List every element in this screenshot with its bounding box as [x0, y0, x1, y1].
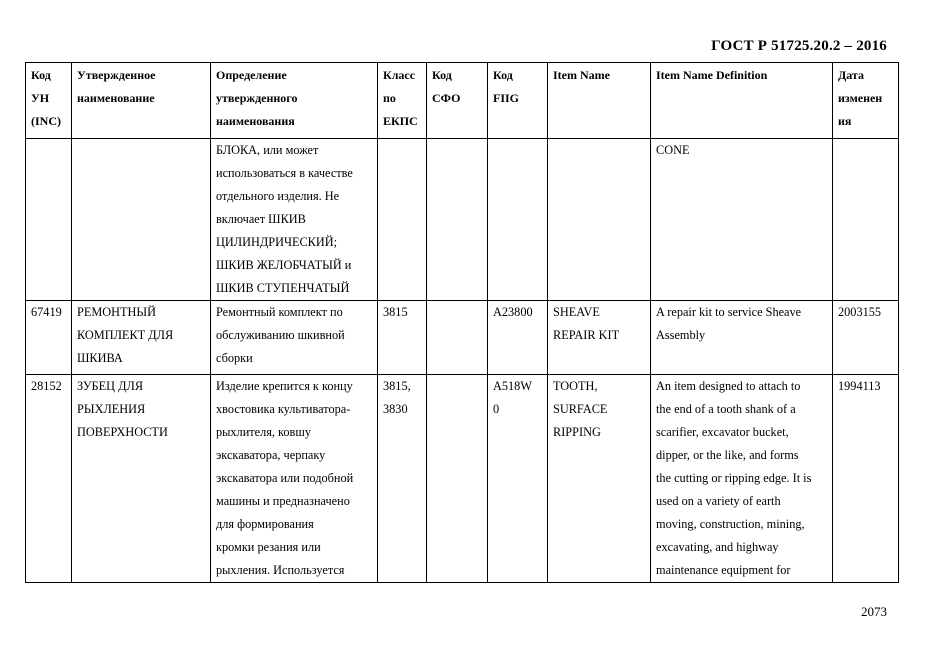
- col-header-fiig: Код FIIG: [488, 63, 548, 139]
- cell-approved-name: РЕМОНТНЫЙ КОМПЛЕКТ ДЛЯ ШКИВА: [72, 301, 211, 375]
- cell-class: 3815, 3830: [378, 375, 427, 583]
- cell-item-definition: A repair kit to service Sheave Assembly: [651, 301, 833, 375]
- col-header-inc: Код УН (INC): [26, 63, 72, 139]
- document-header: ГОСТ Р 51725.20.2 – 2016: [711, 38, 887, 54]
- col-header-sfo: Код СФО: [427, 63, 488, 139]
- catalog-table: [25, 62, 899, 583]
- cell-date: 2003155: [833, 301, 899, 375]
- table-row: [26, 139, 899, 301]
- cell-inc: [26, 139, 72, 301]
- table-header-row: [26, 63, 899, 139]
- col-header-definition: Определение утвержденного наименования: [211, 63, 378, 139]
- cell-definition: Изделие крепится к концу хвостовика культиватора- рыхлителя, ковшу экскаватора, черпаку экскаватора или подобной машины и предназначено для формирования кромки резания или рыхления. Используется: [211, 375, 378, 583]
- cell-date: 1994113: [833, 375, 899, 583]
- col-header-class: Класс по ЕКПС: [378, 63, 427, 139]
- cell-item-name: [548, 139, 651, 301]
- cell-item-definition: CONE: [651, 139, 833, 301]
- cell-definition: Ремонтный комплект по обслуживанию шкивной сборки: [211, 301, 378, 375]
- cell-fiig: A518W 0: [488, 375, 548, 583]
- cell-sfo: [427, 301, 488, 375]
- cell-inc: 67419: [26, 301, 72, 375]
- col-header-item-name: Item Name: [548, 63, 651, 139]
- cell-sfo: [427, 375, 488, 583]
- cell-approved-name: [72, 139, 211, 301]
- cell-definition: БЛОКА, или может использоваться в качестве отдельного изделия. Не включает ШКИВ ЦИЛИНДРИЧЕСКИЙ; ШКИВ ЖЕЛОБЧАТЫЙ и ШКИВ СТУПЕНЧАТЫЙ: [211, 139, 378, 301]
- cell-fiig: [488, 139, 548, 301]
- cell-date: [833, 139, 899, 301]
- col-header-item-definition: Item Name Definition: [651, 63, 833, 139]
- cell-item-name: TOOTH, SURFACE RIPPING: [548, 375, 651, 583]
- col-header-date: Дата изменен ия: [833, 63, 899, 139]
- cell-sfo: [427, 139, 488, 301]
- cell-approved-name: ЗУБЕЦ ДЛЯ РЫХЛЕНИЯ ПОВЕРХНОСТИ: [72, 375, 211, 583]
- cell-fiig: A23800: [488, 301, 548, 375]
- cell-item-definition: An item designed to attach to the end of a tooth shank of a scarifier, excavator bucket, dipper, or the like, and forms the cutting or ripping edge. It is used on a variety of earth moving, construction, mining, excavating, and highway maintenance equipment for: [651, 375, 833, 583]
- cell-item-name: SHEAVE REPAIR KIT: [548, 301, 651, 375]
- cell-class: 3815: [378, 301, 427, 375]
- cell-inc: 28152: [26, 375, 72, 583]
- cell-class: [378, 139, 427, 301]
- col-header-approved-name: Утвержденное наименование: [72, 63, 211, 139]
- table-row: [26, 375, 899, 583]
- table-row: [26, 301, 899, 375]
- page-number: 2073: [861, 604, 887, 619]
